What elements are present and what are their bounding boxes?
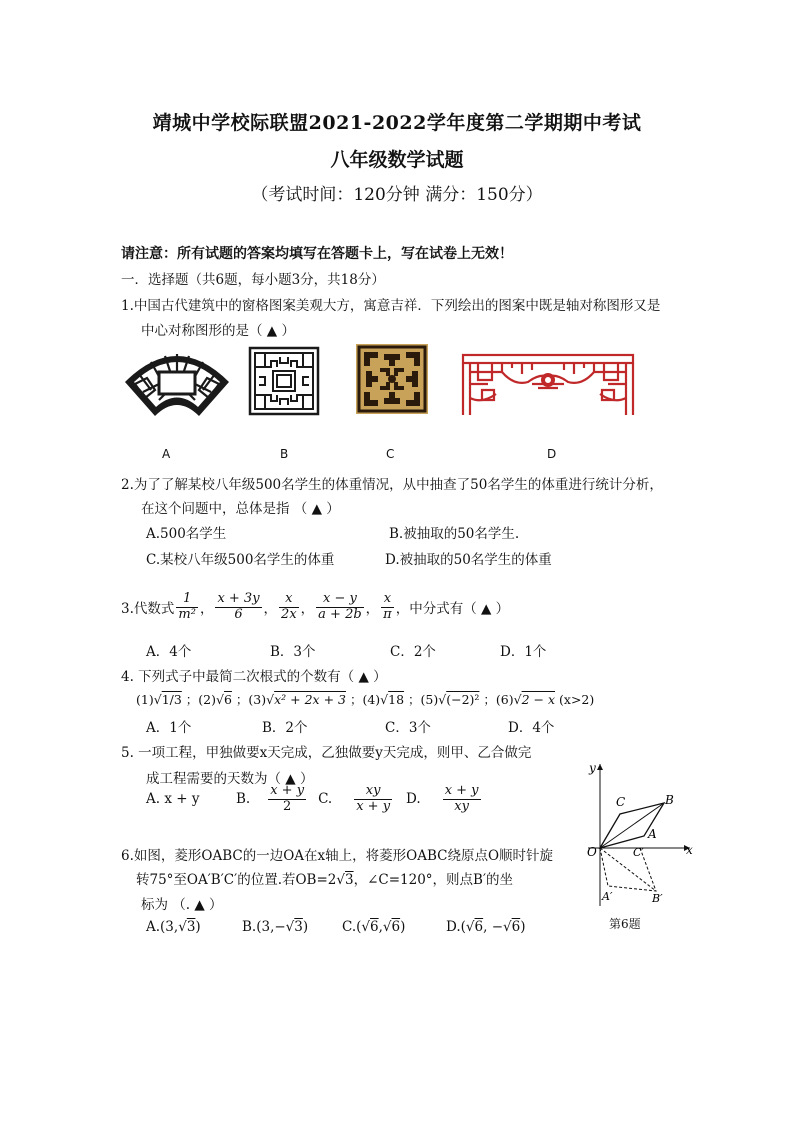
q5-option-b-label: B. (236, 791, 251, 808)
q4-radicand-6: 2 − x (521, 692, 556, 707)
label-b: B (665, 793, 674, 807)
q1-line1: 1.中国古代建筑中的窗格图案美观大方，寓意吉祥．下列绘出的图案中既是轴对称图形又是 (121, 298, 661, 314)
q2-line2: 在这个问题中，总体是指 （ ▲ ） (141, 501, 340, 517)
q5-options (146, 784, 483, 815)
pattern-a-image (121, 344, 233, 420)
q2-option-c: C.某校八年级500名学生的体重 (146, 552, 335, 568)
label-y: y (589, 761, 596, 775)
q6-option-b: B.(3,−√3) (242, 919, 309, 935)
q5-option-c-label: C. (318, 791, 333, 808)
q5-line1: 5. 一项工程，甲独做要x天完成，乙独做要y天完成，则甲、乙合做完 (121, 745, 532, 761)
q3-frac-5: $\frac{x}{\pi}$ (383, 591, 392, 622)
q4-items: (1)√1/3 ；(2)√6 ；(3)√x² + 2x + 3 ；(4)√18 ；(5)√(−2)² ；(6)√2 − x (x>2) (136, 692, 595, 707)
rhombus-figure (580, 756, 700, 916)
q3-suffix: ，中分式有（ ▲ ） (395, 601, 510, 618)
section-heading: 一．选择题（共6题，每小题3分，共18分） (121, 272, 385, 288)
pattern-c-image (356, 344, 428, 414)
q3-option-a: A．4个 (146, 644, 192, 660)
label-a: A (648, 827, 657, 841)
q4-radicand-3: x² + 2x + 3 (274, 692, 346, 707)
q5-option-c: $\frac{xy}{x + y}$ (356, 783, 391, 814)
q3-prefix: 3.代数式 (121, 601, 175, 618)
q3-line: 3.代数式 $\frac{1}{\text{m²}}$ ， $\frac{x + 3y}{6}$ ， $\frac{x}{2x}$ ， $\frac{x - y}{a + 2b}$ ， $\frac{x}{\pi}$ ，中分式有（ ▲ ） (121, 591, 510, 622)
label-c: C (616, 795, 626, 809)
q3-option-c: C．2个 (390, 644, 436, 660)
q5-option-d-label: D. (406, 791, 421, 808)
q4-option-b: B．2个 (262, 720, 308, 736)
q6-option-c: C.(√6,√6) (342, 919, 406, 935)
label-a-prime: A′ (602, 890, 613, 903)
q2-option-b: B.被抽取的50名学生. (389, 526, 520, 542)
label-o: O (587, 845, 597, 859)
q1-label-b: B (280, 447, 289, 461)
q1-label-d: D (547, 447, 557, 461)
q6-option-d: D.(√6, −√6) (446, 919, 526, 935)
exam-title: 靖城中学校际联盟2021-2022学年度第二学期期中考试 (152, 112, 642, 134)
q5-option-a: A. x + y (146, 791, 200, 808)
label-x: x (686, 843, 693, 857)
notice: 请注意：所有试题的答案均填写在答题卡上，写在试卷上无效！ (121, 246, 513, 262)
q4-option-d: D．4个 (508, 720, 555, 736)
q4-line1: 4. 下列式子中最简二次根式的个数有（ ▲ ） (121, 669, 387, 685)
q4-radicand-2: 6 (223, 692, 232, 707)
figure-caption: 第6题 (609, 917, 641, 931)
q3-frac-3: $\frac{x}{2x}$ (281, 591, 297, 622)
q3-frac-2: $\frac{x + 3y}{6}$ (217, 591, 260, 622)
q6-option-a: A.(3,√3) (146, 919, 201, 935)
q2-line1: 2.为了了解某校八年级500名学生的体重情况，从中抽查了50名学生的体重进行统计分析， (121, 477, 663, 493)
q1-label-a: A (162, 447, 171, 461)
q1-label-c: C (386, 447, 395, 461)
diagonal-ob (600, 803, 664, 848)
q1-line2: 中心对称图形的是（ ▲ ） (141, 323, 295, 339)
q3-option-d: D．1个 (500, 644, 547, 660)
q6-line1: 6.如图，菱形OABC的一边OA在x轴上，将菱形OABC绕原点O顺时针旋 (121, 848, 554, 864)
q3-frac-4: $\frac{x - y}{a + 2b}$ (318, 591, 362, 622)
pattern-d-image (462, 354, 634, 416)
q4-radicand-1: 1/3 (161, 692, 182, 707)
q4-option-a: A．1个 (146, 720, 192, 736)
q3-frac-1: $\frac{1}{\text{m²}}$ (178, 591, 196, 622)
label-b-prime: B′ (652, 892, 663, 905)
q2-option-d: D.被抽取的50名学生的体重 (385, 552, 552, 568)
exam-subtitle: 八年级数学试题 (330, 149, 464, 171)
label-c-prime: C′ (633, 846, 644, 859)
q2-option-a: A.500名学生 (146, 526, 227, 542)
q4-radicand-5: (−2)² (446, 692, 480, 707)
q6-line2: 转75°至OA′B′C′的位置.若OB=2√3，∠C=120°，则点B′的坐 (136, 872, 514, 888)
q4-option-c: C．3个 (385, 720, 431, 736)
q6-line3: 标为 （. ▲ ） (141, 897, 223, 913)
q5-option-d: $\frac{x + y}{xy}$ (444, 783, 479, 814)
q5-line2: 成工程需要的天数为（ ▲ ） (146, 771, 314, 787)
pattern-b-image (249, 347, 319, 415)
exam-info: （考试时间：120分钟 满分：150分） (251, 185, 543, 205)
q3-option-b: B．3个 (270, 644, 316, 660)
rotated-rhombus (600, 848, 656, 891)
q5-option-b: $\frac{x + y}{2}$ (270, 783, 305, 814)
q4-radicand-4: 18 (388, 692, 405, 707)
